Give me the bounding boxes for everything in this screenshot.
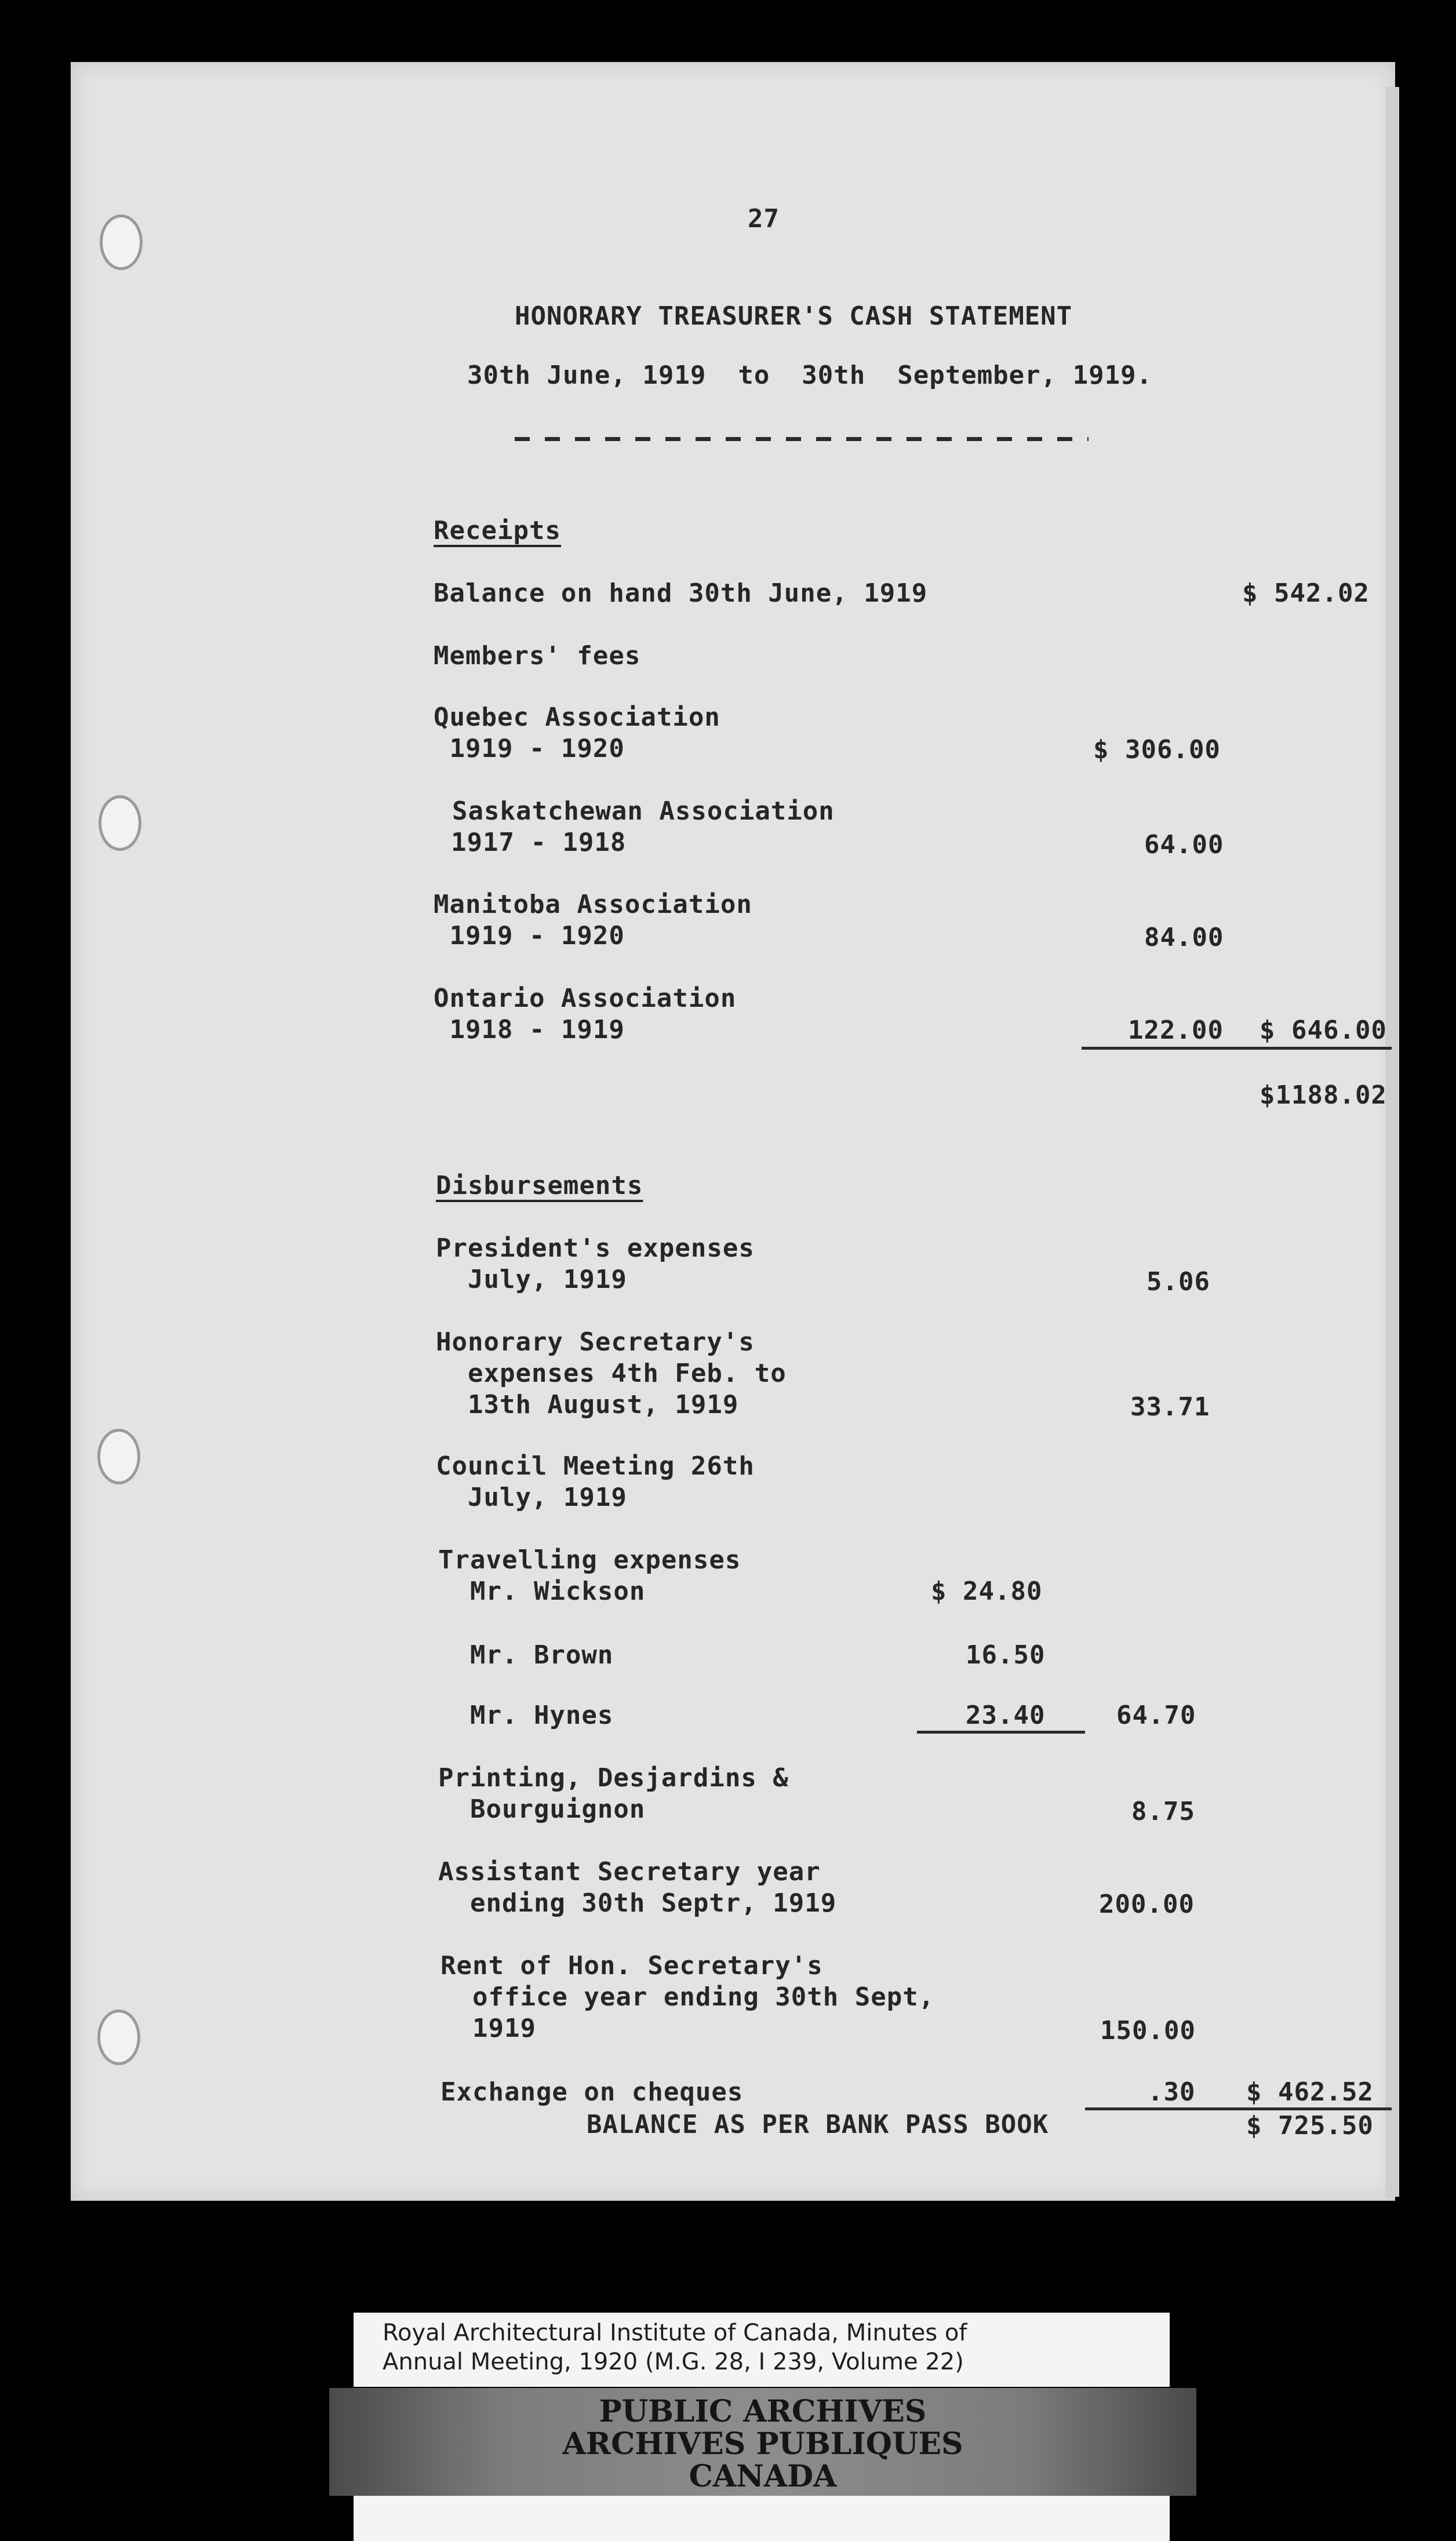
dashed-rule — [515, 437, 1089, 441]
rent-line1: Rent of Hon. Secretary's — [441, 1951, 823, 1981]
bank-balance-label: BALANCE AS PER BANK PASS BOOK — [587, 2110, 1049, 2139]
manitoba-years: 1919 - 1920 — [434, 921, 625, 951]
label-card-bottom — [354, 2496, 1170, 2541]
archive-label-line1: Royal Architectural Institute of Canada, Minutes of — [383, 2320, 967, 2346]
assistant-line1: Assistant Secretary year — [438, 1857, 821, 1887]
ontario-amount: 122.00 — [1128, 1015, 1224, 1045]
statement-title: HONORARY TREASURER'S CASH STATEMENT — [515, 301, 1073, 331]
ontario-name: Ontario Association — [434, 984, 737, 1013]
subtotal-rule — [1082, 1047, 1392, 1050]
statement-period: 30th June, 1919 to 30th September, 1919. — [467, 361, 1153, 390]
brown-name: Mr. Brown — [438, 1640, 614, 1670]
quebec-years: 1919 - 1920 — [434, 734, 625, 763]
rent-line3: 1919 — [441, 2014, 536, 2043]
president-amount: 5.06 — [1146, 1267, 1210, 1297]
brown-amount: 16.50 — [966, 1640, 1046, 1670]
hon-secretary-line3: 13th August, 1919 — [436, 1390, 739, 1419]
hynes-amount: 23.40 — [966, 1701, 1046, 1730]
balance-amount: $ 542.02 — [1242, 578, 1370, 608]
manitoba-name: Manitoba Association — [434, 890, 752, 919]
printing-line2: Bourguignon — [438, 1794, 646, 1824]
archives-stamp — [329, 2388, 1196, 2496]
hynes-name: Mr. Hynes — [438, 1701, 614, 1730]
hon-secretary-line1: Honorary Secretary's — [436, 1327, 755, 1357]
members-fees-subtotal: $ 646.00 — [1260, 1015, 1387, 1045]
saskatchewan-name: Saskatchewan Association — [452, 796, 835, 826]
archive-label-line2: Annual Meeting, 1920 (M.G. 28, I 239, Volume 22) — [383, 2349, 964, 2375]
disbursements-total: $ 462.52 — [1246, 2077, 1374, 2107]
hon-secretary-amount: 33.71 — [1130, 1392, 1210, 1422]
wickson-name: Mr. Wickson — [438, 1577, 646, 1606]
travelling-rule — [917, 1731, 1085, 1734]
balance-label: Balance on hand 30th June, 1919 — [434, 578, 928, 608]
punch-hole — [99, 795, 141, 851]
receipts-heading: Receipts — [434, 516, 561, 545]
punch-hole — [97, 2009, 140, 2065]
quebec-amount: $ 306.00 — [1093, 735, 1221, 765]
members-fees-label: Members' fees — [434, 641, 641, 671]
disbursements-heading: Disbursements — [436, 1171, 643, 1200]
travelling-total: 64.70 — [1116, 1701, 1196, 1730]
rent-amount: 150.00 — [1100, 2016, 1196, 2045]
punch-hole — [97, 1429, 140, 1484]
exchange-label: Exchange on cheques — [441, 2077, 744, 2107]
wickson-amount: $ 24.80 — [931, 1577, 1043, 1606]
exchange-amount: .30 — [1148, 2077, 1196, 2107]
archive-label-card — [354, 2313, 1170, 2387]
travelling-label: Travelling expenses — [438, 1545, 741, 1575]
stamp-line2: ARCHIVES PUBLIQUES — [562, 2426, 963, 2462]
stamp-line1: PUBLIC ARCHIVES — [599, 2394, 927, 2429]
hon-secretary-line2: expenses 4th Feb. to — [436, 1359, 787, 1388]
president-line2: July, 1919 — [436, 1265, 627, 1294]
quebec-name: Quebec Association — [434, 702, 720, 732]
total-rule — [1085, 2107, 1392, 2110]
manitoba-amount: 84.00 — [1144, 923, 1224, 952]
saskatchewan-amount: 64.00 — [1144, 830, 1224, 860]
assistant-line2: ending 30th Septr, 1919 — [438, 1888, 837, 1918]
council-line2: July, 1919 — [436, 1483, 627, 1512]
ontario-years: 1918 - 1919 — [434, 1015, 625, 1044]
page-edge — [1385, 87, 1399, 2197]
president-line1: President's expenses — [436, 1233, 755, 1263]
stamp-line3: CANADA — [689, 2459, 837, 2494]
printing-amount: 8.75 — [1131, 1797, 1195, 1826]
assistant-amount: 200.00 — [1099, 1890, 1195, 1919]
council-line1: Council Meeting 26th — [436, 1451, 755, 1481]
receipts-total: $1188.02 — [1260, 1080, 1387, 1110]
bank-balance-amount: $ 725.50 — [1246, 2111, 1374, 2140]
page-number: 27 — [748, 204, 780, 234]
saskatchewan-years: 1917 - 1918 — [451, 828, 627, 857]
punch-hole — [100, 214, 143, 270]
rent-line2: office year ending 30th Sept, — [441, 1982, 935, 2012]
printing-line1: Printing, Desjardins & — [438, 1763, 789, 1793]
